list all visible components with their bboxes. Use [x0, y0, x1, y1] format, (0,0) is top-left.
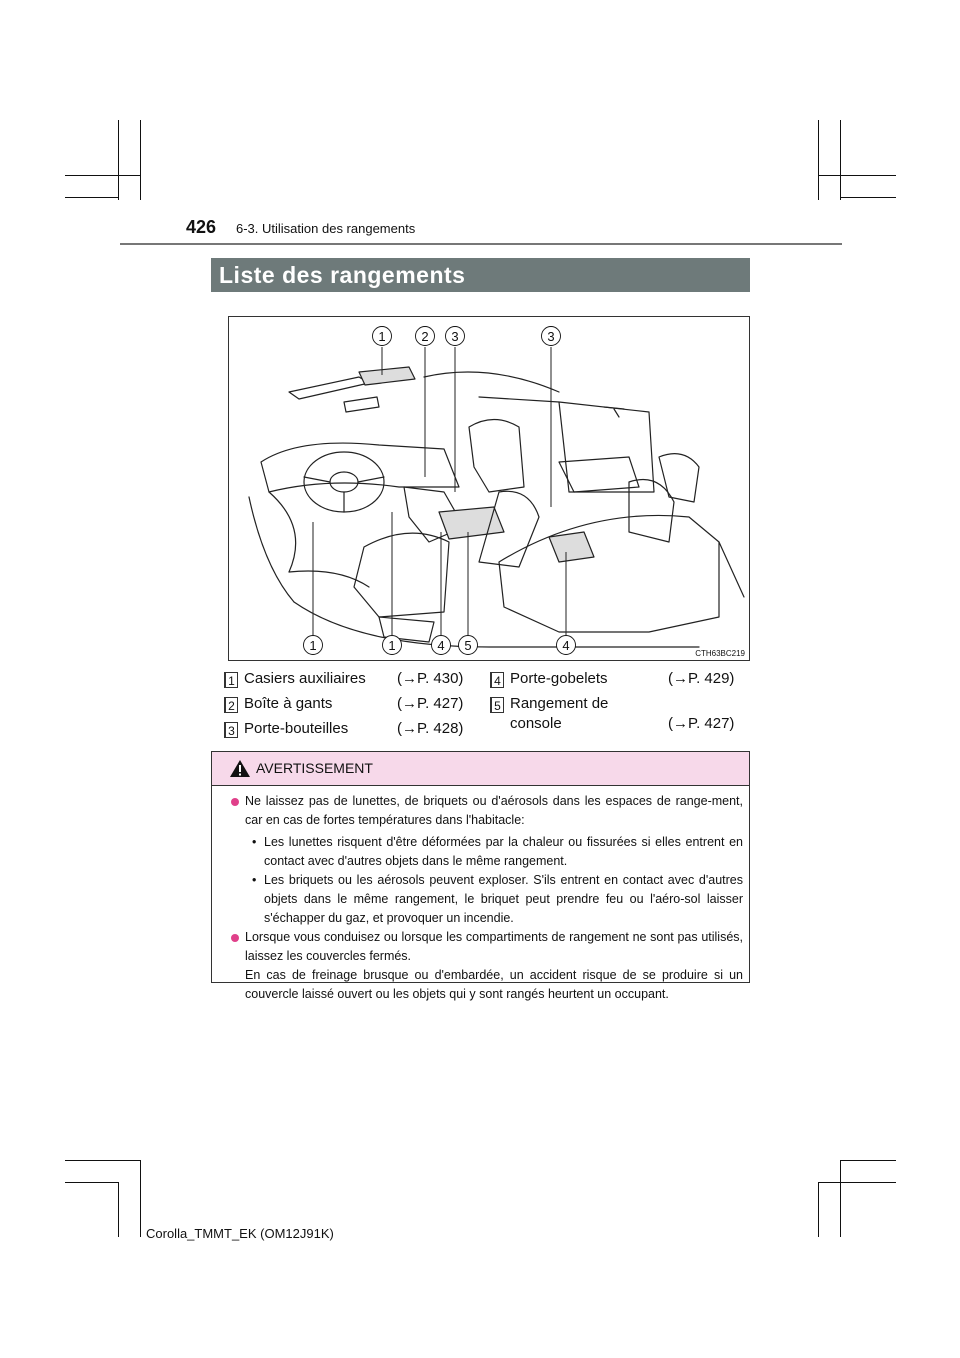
crop-mark [818, 1182, 896, 1183]
car-interior-illustration [228, 316, 750, 661]
bullet-dot: • [252, 873, 257, 887]
crop-mark [840, 120, 841, 200]
bullet-icon [231, 798, 239, 806]
crop-mark [840, 1160, 841, 1237]
callout-top-3: 3 [451, 329, 459, 344]
legend-label: Porte-bouteilles [244, 720, 349, 737]
callout-bottom-2: 1 [388, 638, 396, 653]
section-heading-bar [211, 258, 750, 292]
crop-mark [140, 1160, 141, 1237]
callout-bottom-1: 1 [309, 638, 317, 653]
legend-label: Casiers auxiliaires [244, 670, 366, 687]
crop-mark [840, 197, 896, 198]
legend-item [224, 720, 474, 742]
legend-item [224, 670, 474, 692]
legend-label-line2: console [510, 715, 562, 732]
page-number: 426 [186, 217, 217, 237]
legend-item [490, 670, 745, 692]
page-reference: (→P. 427) [668, 715, 735, 732]
warning-text: Ne laissez pas de lunettes, de briquets ou d'aérosols dans les espaces de range-ment, car en cas de fortes températures dans l'habitacle: [245, 794, 743, 827]
callout-bottom-4: 5 [464, 638, 472, 653]
warning-text: En cas de freinage brusque ou d'embardée, un accident risque de se produire si un couvercle laissé ouvert ou les objets qui y sont rangés heurtent un occupant. [245, 968, 743, 1001]
callout-bottom-3: 4 [437, 638, 445, 653]
callout-top-2: 2 [421, 329, 429, 344]
footer-model-code: Corolla_TMMT_EK (OM12J91K) [146, 1226, 334, 1241]
crop-mark [118, 1182, 119, 1237]
page-reference: (→P. 428) [397, 720, 464, 737]
crop-mark [818, 1182, 819, 1237]
warning-subtext: Les briquets ou les aérosols peuvent exploser. S'ils entrent en contact avec d'autres objets dans le même rangement, le briquet peut prendre feu ou l'aéro-sol laisser s'échapper du gaz, et provoquer un incendie. [264, 873, 743, 925]
crop-mark [65, 197, 118, 198]
crop-mark [818, 175, 896, 176]
legend-label-line1: Rangement de [510, 695, 609, 712]
legend-number: 2 [224, 697, 238, 713]
callout-top-1: 1 [378, 329, 386, 344]
page-title: Liste des rangements [219, 262, 466, 288]
legend-item [490, 695, 745, 739]
crop-mark [65, 175, 140, 176]
crop-mark [140, 120, 141, 200]
legend-label: Porte-gobelets [510, 670, 608, 687]
page-reference: (→P. 429) [668, 670, 735, 687]
callout-bottom-5: 4 [562, 638, 570, 653]
warning-subtext: Les lunettes risquent d'être déformées par la chaleur ou fissurées si elles entrent en contact avec d'autres objets dans le même rangement. [264, 835, 743, 868]
header-rule [120, 243, 842, 245]
page-reference: (→P. 427) [397, 695, 464, 712]
callout-top-4: 3 [547, 329, 555, 344]
crop-mark [65, 1182, 118, 1183]
warning-heading: AVERTISSEMENT [256, 760, 373, 776]
legend-number: 3 [224, 722, 238, 738]
page-reference: (→P. 430) [397, 670, 464, 687]
legend-number: 5 [490, 697, 504, 713]
warning-box [211, 751, 750, 1001]
interior-drawing [229, 317, 750, 661]
legend-item [224, 695, 474, 717]
legend-number: 1 [224, 672, 238, 688]
warning-header [212, 752, 749, 786]
crop-mark [65, 1160, 140, 1161]
warning-triangle-icon [229, 759, 251, 778]
crop-mark [118, 120, 119, 200]
bullet-icon [231, 934, 239, 942]
crop-mark [818, 120, 819, 200]
figure-code: CTH63BC219 [695, 649, 745, 658]
bullet-dot: • [252, 835, 257, 849]
legend-number: 4 [490, 672, 504, 688]
legend-label: Boîte à gants [244, 695, 333, 712]
section-title: 6-3. Utilisation des rangements [236, 221, 416, 236]
crop-mark [840, 1160, 896, 1161]
warning-text: Lorsque vous conduisez ou lorsque les compartiments de rangement ne sont pas utilisés, laissez les couvercles fermés. [245, 930, 743, 963]
